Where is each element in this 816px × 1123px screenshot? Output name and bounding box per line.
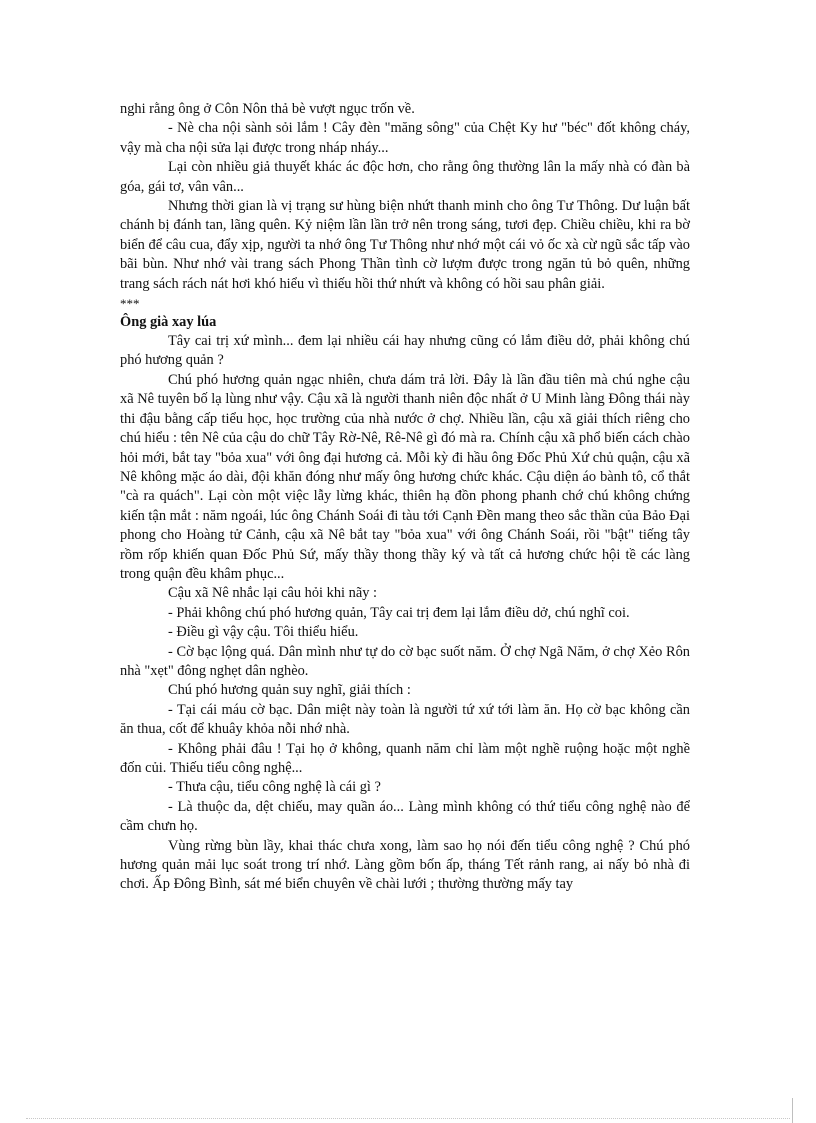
paragraph: - Cờ bạc lộng quá. Dân mình như tự do cờ bạc suốt năm. Ở chợ Ngã Năm, ở chợ Xẻo Rôn nhà "xẹt" đông nghẹt dân nghèo. [120,643,690,679]
chapter-title: Ông già xay lúa [120,314,217,331]
paragraph: Lại còn nhiều giả thuyết khác ác độc hơn, cho rằng ông thường lân la mấy nhà có đàn bà góa, gái tơ, vân vân... [120,159,690,195]
paragraph: Vùng rừng bùn lầy, khai thác chưa xong, làm sao họ nói đến tiểu công nghệ ? Chú phó hương quản mải lục soát trong trí nhớ. Làng gồm bốn ấp, tháng Tết rảnh rang, ai nấy bỏ nhà đi chơi. Ấp Đông Bình, sát mé biển chuyên về chài lưới ; thường thường mấy tay [120,837,690,893]
paragraph: - Điều gì vậy cậu. Tôi thiểu hiểu. [168,624,359,641]
paragraph: - Nè cha nội sành sỏi lắm ! Cây đèn "măng sông" của Chệt Ky hư "béc" đốt không cháy, vậy mà cha nội sửa lại được trong nháp nháy... [120,120,690,156]
page-bottom-border [26,1118,790,1119]
paragraph: Tây cai trị xứ mình... đem lại nhiều cái hay nhưng cũng có lắm điều dở, phải không chú phó hương quản ? [120,333,690,369]
paragraph: Chú phó hương quản suy nghĩ, giải thích : [168,682,411,699]
section-separator: *** [120,296,140,312]
paragraph: - Tại cái máu cờ bạc. Dân miệt này toàn là người tứ xứ tới làm ăn. Họ cờ bạc không cần ăn thua, cốt để khuây khỏa nỗi nhớ nhà. [120,701,690,738]
paragraph: Cậu xã Nê nhắc lại câu hỏi khi nãy : [168,585,377,602]
paragraph: - Phải không chú phó hương quản, Tây cai trị đem lại lắm điều dở, chú nghĩ coi. [168,604,630,621]
paragraph: - Không phải đâu ! Tại họ ở không, quanh năm chỉ làm một nghề ruộng hoặc một nghề đốn củi. Thiếu tiểu công nghệ... [120,740,690,776]
page-corner-mark [792,1098,793,1123]
paragraph: Chú phó hương quản ngạc nhiên, chưa dám trả lời. Đây là lần đầu tiên mà chú nghe cậu xã Nê tuyên bố lạ lùng như vậy. Cậu xã là người thanh niên độc nhất ở U Minh làng Đông thái này thi đậu bằng cấp tiểu học, học trường của nhà nước ở chợ. Nhiều lần, cậu xã giải thích riêng cho chú hiểu : tên Nê của cậu do chữ Tây Rờ-Nê, Rê-Nê gì đó mà ra. Chính cậu xã phổ biến cách chào hỏi mới, bắt tay "bỏa xua" với ông đại hương cả. Mỗi kỳ đi hầu ông Đốc Phủ Xứ chủ quận, cậu xã Nê không mặc áo dài, đội khăn đóng như mấy ông hương chức khác. Cậu diện áo bành tô, cổ thắt "cà ra quách". Lại còn một việc lẫy lừng khác, thiên hạ đồn phong phanh chớ chú không chứng kiến tận mắt : năm ngoái, lúc ông Chánh Soái đi tàu tới Cạnh Đền mang theo sắc thần của Bảo Đại phong cho Hoàng tử Cảnh, cậu xã Nê bắt tay "bỏa xua" với ông Chánh Soái, rồi "bật" tiếng tây rồm rốp khiến quan Đốc Phủ Sứ, mấy thầy thong thầy ký và tất cả hương chức hội tề các làng trong quận đều khâm phục... [120,371,690,582]
paragraph: nghi rằng ông ở Côn Nôn thả bè vượt ngục trốn về. [120,101,415,117]
paragraph: - Thưa cậu, tiểu công nghệ là cái gì ? [168,779,381,796]
paragraph: - Là thuộc da, dệt chiếu, may quần áo... Làng mình không có thứ tiểu công nghệ nào để cầm chưn họ. [120,798,690,835]
paragraph: Nhưng thời gian là vị trạng sư hùng biện nhứt thanh minh cho ông Tư Thông. Dư luận bất chánh bị đánh tan, lãng quên. Kỷ niệm lần lần trở nên trong sáng, tươi đẹp. Chiều chiều, khi ra bờ biển để câu cua, đẩy xịp, người ta nhớ ông Tư Thông như nhớ một cái vỏ ốc xà cừ ngũ sắc tấp vào bãi bùn. Như nhớ vài trang sách Phong Thần tình cờ lượm được trong ngăn tủ bỏ quên, những trang sách rách nát hơi khó hiểu vì thiếu hồi thứ nhứt và không có hồi sau phân giải. [120,198,690,292]
body-text [120,100,690,895]
